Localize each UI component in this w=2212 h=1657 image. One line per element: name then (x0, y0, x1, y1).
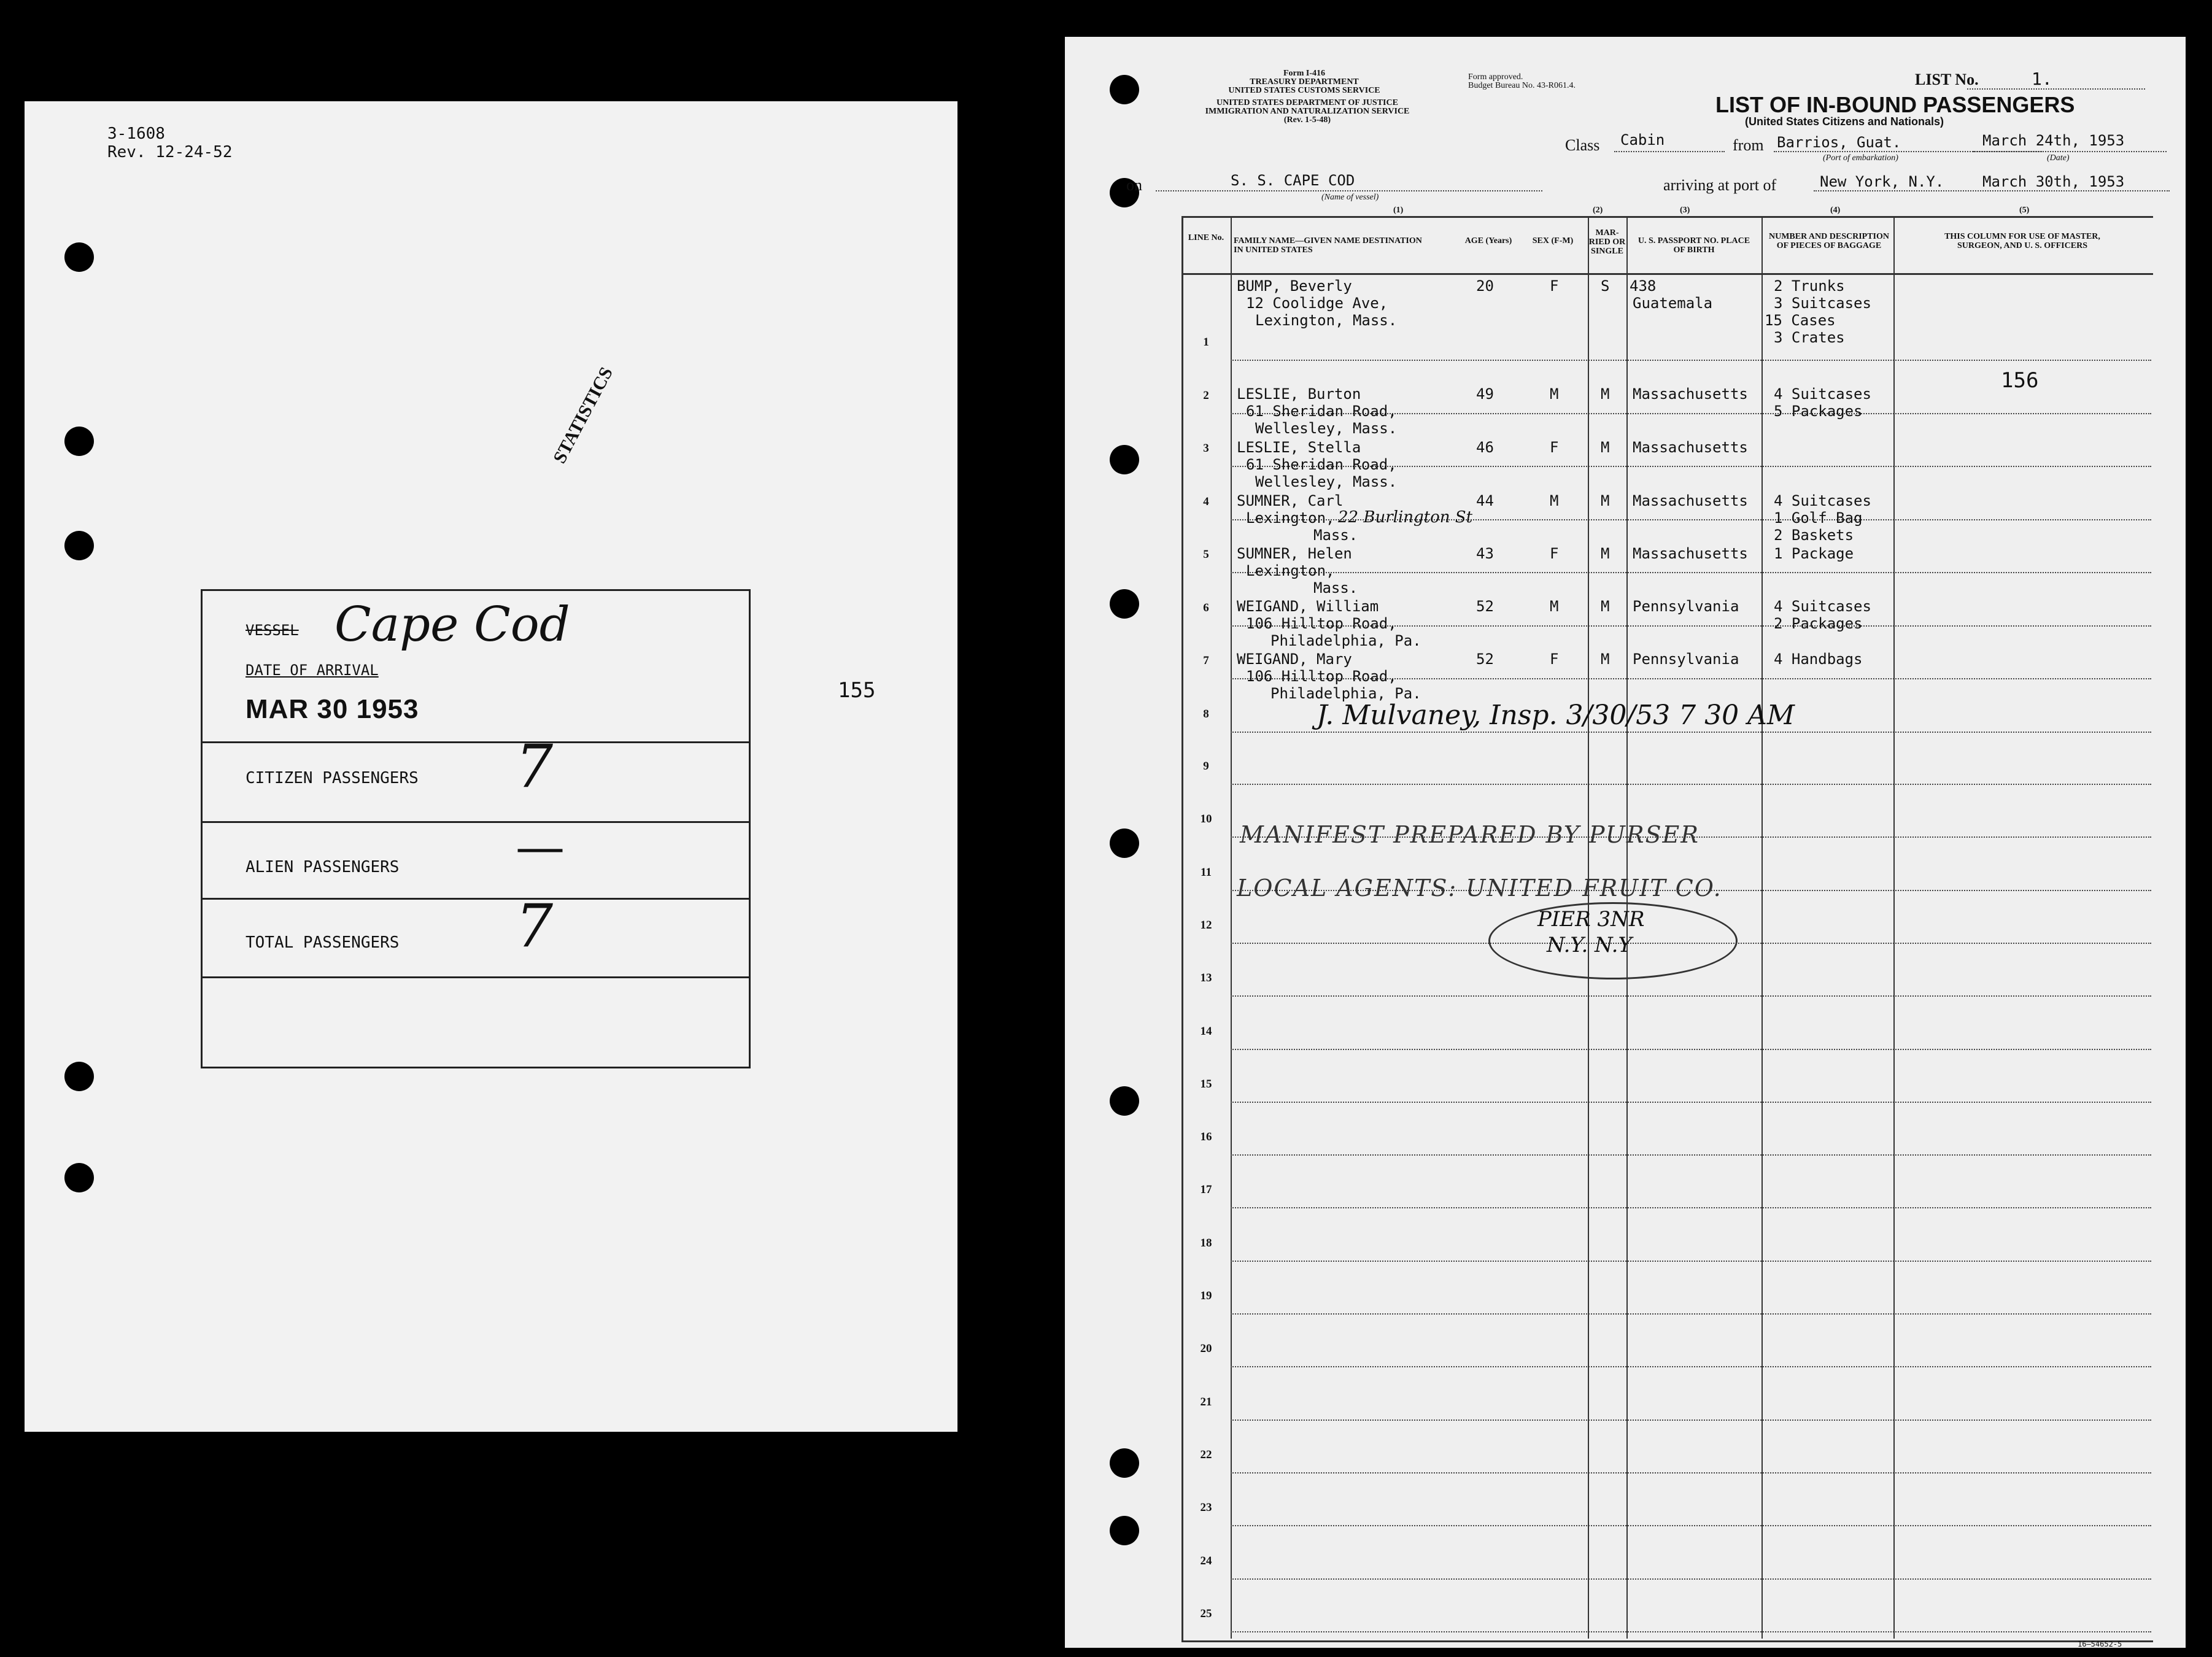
line-number: 21 (1200, 1395, 1212, 1408)
passenger-age: 52 (1476, 651, 1494, 668)
on-label: on (1126, 176, 1142, 194)
arriving-label: arriving at port of (1663, 176, 1777, 194)
punch-hole (64, 427, 94, 456)
passenger-baggage: 2 Packages (1774, 615, 1863, 632)
passenger-city: Lexington, Mass. (1255, 312, 1398, 329)
passenger-city: Wellesley, Mass. (1255, 420, 1398, 437)
passenger-baggage: 1 Golf Bag (1774, 509, 1863, 527)
passenger-name: BUMP, Beverly (1237, 277, 1352, 295)
line-number: 13 (1200, 971, 1212, 985)
passenger-baggage: 4 Suitcases (1774, 598, 1871, 615)
passenger-city: Philadelphia, Pa. (1270, 685, 1421, 702)
passenger-sex: F (1550, 545, 1559, 562)
from-label: from (1733, 136, 1764, 154)
punch-hole (64, 1163, 94, 1192)
passenger-status: M (1601, 651, 1610, 668)
statistics-stamp: STATISTICS (549, 363, 617, 467)
passenger-baggage: 3 Crates (1774, 329, 1845, 346)
col-header-age: AGE (Years) (1464, 236, 1512, 245)
line-number: 3 (1203, 442, 1209, 455)
passenger-city: Mass. (1313, 579, 1358, 597)
col-number: (4) (1830, 206, 1841, 215)
passenger-name: WEIGAND, Mary (1237, 651, 1352, 668)
line-number: 15 (1200, 1077, 1212, 1091)
col-header-officers: THIS COLUMN FOR USE OF MASTER, SURGEON, AND U. S. OFFICERS (1944, 232, 2100, 250)
row-rule (1231, 1207, 2151, 1208)
line-number: 9 (1203, 760, 1209, 773)
passenger-passport: 438 (1630, 277, 1657, 295)
col-divider (1231, 216, 1232, 1639)
list-no-rule (1967, 88, 2145, 90)
line-number: 25 (1200, 1607, 1212, 1620)
line-number: 7 (1203, 654, 1209, 667)
line-number: 2 (1203, 388, 1209, 402)
passenger-address: Lexington, (1246, 509, 1335, 527)
passenger-address: 106 Hilltop Road, (1246, 615, 1397, 632)
line-number: 20 (1200, 1342, 1212, 1356)
passenger-birthplace: Massachusetts (1633, 492, 1748, 509)
vessel-name: S. S. CAPE COD (1231, 172, 1355, 189)
local-agents-note: LOCAL AGENTS: UNITED FRUIT CO. (1237, 875, 1722, 902)
passenger-sex: F (1550, 439, 1559, 456)
passenger-age: 52 (1476, 598, 1494, 615)
row-rule (1231, 1525, 2151, 1526)
punch-hole (1110, 1086, 1139, 1116)
passenger-name: LESLIE, Stella (1237, 439, 1361, 456)
punch-hole (1110, 1516, 1139, 1545)
col-divider (1893, 216, 1895, 1639)
row-rule (1231, 1419, 2151, 1421)
line-number: 17 (1200, 1183, 1212, 1197)
col-header-married: MAR-RIED OR SINGLE (1588, 228, 1626, 256)
passenger-name: SUMNER, Helen (1237, 545, 1352, 562)
departure-date: March 24th, 1953 (1982, 132, 2125, 149)
arrival-port: New York, N.Y. (1820, 173, 1944, 190)
passenger-age: 43 (1476, 545, 1494, 562)
col-number: (5) (2019, 206, 2030, 215)
passenger-sex: M (1550, 385, 1559, 403)
row-rule (1231, 572, 2151, 573)
justice-dept: UNITED STATES DEPARTMENT OF JUSTICE (1216, 98, 1398, 107)
passenger-age: 20 (1476, 277, 1494, 295)
punch-hole (1110, 589, 1139, 619)
passenger-status: S (1601, 277, 1610, 295)
passenger-name: SUMNER, Carl (1237, 492, 1344, 509)
line-number: 14 (1200, 1024, 1212, 1038)
budget-bureau: Budget Bureau No. 43-R061.4. (1468, 81, 1576, 90)
passenger-baggage: 2 Trunks (1774, 277, 1845, 295)
passenger-birthplace: Pennsylvania (1633, 651, 1739, 668)
row-rule (1231, 1102, 2151, 1103)
form-number: Form I-416 (1283, 69, 1326, 78)
row-rule (1231, 1154, 2151, 1156)
line-number: 8 (1203, 707, 1209, 720)
passenger-name: LESLIE, Burton (1237, 385, 1361, 403)
passenger-sex: F (1550, 277, 1559, 295)
line-number: 23 (1200, 1501, 1212, 1515)
divider (203, 741, 749, 743)
passenger-birthplace: Guatemala (1633, 295, 1713, 312)
passenger-address: 61 Sheridan Road, (1246, 403, 1397, 420)
col-number: (2) (1593, 206, 1603, 215)
line-number: 24 (1200, 1554, 1212, 1567)
punch-hole (64, 242, 94, 272)
divider (203, 898, 749, 900)
passenger-birthplace: Pennsylvania (1633, 598, 1739, 615)
passenger-address: 61 Sheridan Road, (1246, 456, 1397, 473)
line-number: 11 (1201, 865, 1212, 879)
vessel-rule (1156, 190, 1542, 191)
passenger-baggage: 15 Cases (1765, 312, 1836, 329)
line-number: 5 (1203, 548, 1209, 561)
passenger-age: 46 (1476, 439, 1494, 456)
passenger-birthplace: Massachusetts (1633, 385, 1748, 403)
port-caption: (Port of embarkation) (1823, 153, 1898, 163)
line-number: 10 (1200, 813, 1212, 826)
port-of-embarkation: Barrios, Guat. (1777, 134, 1901, 151)
col-header-name: FAMILY NAME—GIVEN NAME DESTINATION IN UNITED STATES (1234, 236, 1422, 255)
page-number: 156 (2001, 368, 2039, 393)
row-rule (1231, 732, 2151, 733)
manifest-page (1065, 37, 2186, 1648)
class-rule (1614, 151, 1725, 152)
class-label: Class (1565, 136, 1600, 154)
line-number: 19 (1200, 1289, 1212, 1302)
punch-hole (1110, 75, 1139, 104)
revision-date: Rev. 12-24-52 (107, 143, 233, 161)
punch-hole (1110, 445, 1139, 474)
list-no-value: 1. (2032, 69, 2052, 89)
passenger-address: 106 Hilltop Road, (1246, 668, 1397, 685)
passenger-status: M (1601, 439, 1610, 456)
passenger-city: Philadelphia, Pa. (1270, 632, 1421, 649)
passenger-birthplace: Massachusetts (1633, 545, 1748, 562)
passenger-status: M (1601, 492, 1610, 509)
col-header-baggage: NUMBER AND DESCRIPTION OF PIECES OF BAGGAGE (1768, 232, 1890, 250)
passenger-age: 49 (1476, 385, 1494, 403)
col-header-passport: U. S. PASSPORT NO. PLACE OF BIRTH (1638, 236, 1750, 255)
arrival-rule (1814, 190, 2170, 191)
passenger-baggage: 5 Packages (1774, 403, 1863, 420)
passenger-address: 12 Coolidge Ave, (1246, 295, 1388, 312)
passenger-age: 44 (1476, 492, 1494, 509)
col-divider (1761, 216, 1763, 1639)
row-rule (1231, 1631, 2151, 1632)
punch-hole (64, 1062, 94, 1091)
ins-service: IMMIGRATION AND NATURALIZATION SERVICE (1205, 107, 1410, 116)
total-passengers-count: 7 (516, 892, 554, 960)
line-number: 18 (1200, 1236, 1212, 1250)
vessel-caption: (Name of vessel) (1321, 193, 1379, 202)
line-number: 22 (1200, 1448, 1212, 1461)
statistics-card (25, 101, 957, 1432)
passenger-baggage: 1 Package (1774, 545, 1854, 562)
treasury-dept: TREASURY DEPARTMENT (1250, 77, 1359, 87)
passenger-city: Mass. (1313, 527, 1358, 544)
vessel-name: Cape Cod (335, 597, 570, 652)
pier-note: PIER 3NR (1537, 907, 1645, 932)
passenger-baggage: 4 Suitcases (1774, 492, 1871, 509)
row-rule (1231, 1472, 2151, 1474)
divider (203, 976, 749, 978)
form-approved: Form approved. (1468, 72, 1523, 82)
alien-passengers-label: ALIEN PASSENGERS (246, 858, 400, 876)
divider (203, 821, 749, 823)
line-number: 1 (1203, 336, 1209, 349)
manifest-subtitle: (United States Citizens and Nationals) (1745, 115, 1944, 128)
col-number: (3) (1680, 206, 1690, 215)
inspector-signature: J. Mulvaney, Insp. 3/30/53 7 30 AM (1317, 700, 1795, 731)
row-rule (1231, 1261, 2151, 1262)
passenger-city: Wellesley, Mass. (1255, 473, 1398, 490)
form-code: 3-1608 (107, 125, 165, 143)
citizen-passengers-count: 7 (516, 732, 554, 801)
manifest-prepared-note: MANIFEST PREPARED BY PURSER (1240, 821, 1700, 848)
row-rule (1231, 1049, 2151, 1050)
list-no-label: LIST No. (1915, 71, 1979, 88)
col-header-line-no: LINE No. (1188, 233, 1224, 242)
row-rule (1231, 995, 2151, 997)
line-number: 16 (1200, 1130, 1212, 1144)
class-value: Cabin (1620, 131, 1665, 149)
passenger-status: M (1601, 598, 1610, 615)
form-footer: 16—54652-5 (2078, 1640, 2122, 1648)
punch-hole (64, 531, 94, 560)
passenger-birthplace: Massachusetts (1633, 439, 1748, 456)
arrival-date-label: DATE OF ARRIVAL (246, 662, 379, 679)
arrival-date: March 30th, 1953 (1982, 173, 2125, 190)
manifest-title: LIST OF IN-BOUND PASSENGERS (1715, 92, 2075, 117)
form-revision: (Rev. 1-5-48) (1283, 115, 1331, 125)
handwritten-address: 22 Burlington St (1338, 508, 1473, 527)
alien-passengers-count: — (516, 818, 565, 875)
row-rule (1231, 1578, 2151, 1580)
line-number: 4 (1203, 495, 1209, 508)
row-rule (1231, 360, 2151, 361)
punch-hole (1110, 829, 1139, 858)
line-number: 6 (1203, 601, 1209, 614)
passenger-sex: M (1550, 598, 1559, 615)
col-number: (1) (1393, 206, 1404, 215)
line-number: 12 (1200, 918, 1212, 932)
passenger-baggage: 4 Handbags (1774, 651, 1863, 668)
customs-service: UNITED STATES CUSTOMS SERVICE (1228, 86, 1380, 95)
row-rule (1231, 1313, 2151, 1315)
page-number: 155 (838, 678, 876, 703)
passenger-name: WEIGAND, William (1237, 598, 1379, 615)
header-bottom-rule (1183, 273, 2153, 275)
vessel-label: VESSEL (246, 622, 299, 639)
passenger-status: M (1601, 545, 1610, 562)
pier-city-note: N.Y. N.Y (1547, 933, 1632, 957)
passenger-baggage: 3 Suitcases (1774, 295, 1871, 312)
passenger-baggage: 2 Baskets (1774, 527, 1854, 544)
passenger-sex: M (1550, 492, 1559, 509)
passenger-status: M (1601, 385, 1610, 403)
citizen-passengers-label: CITIZEN PASSENGERS (246, 769, 419, 787)
date-rule (1973, 151, 2167, 152)
passenger-sex: F (1550, 651, 1559, 668)
col-header-sex: SEX (F-M) (1532, 236, 1574, 245)
row-rule (1231, 1366, 2151, 1367)
punch-hole (1110, 1448, 1139, 1478)
row-rule (1231, 784, 2151, 785)
passenger-baggage: 4 Suitcases (1774, 385, 1871, 403)
statistics-table (201, 589, 751, 1068)
arrival-date-stamp: MAR 30 1953 (246, 694, 419, 724)
passenger-address: Lexington, (1246, 562, 1335, 579)
total-passengers-label: TOTAL PASSENGERS (246, 933, 400, 952)
date-caption: (Date) (2047, 153, 2070, 163)
